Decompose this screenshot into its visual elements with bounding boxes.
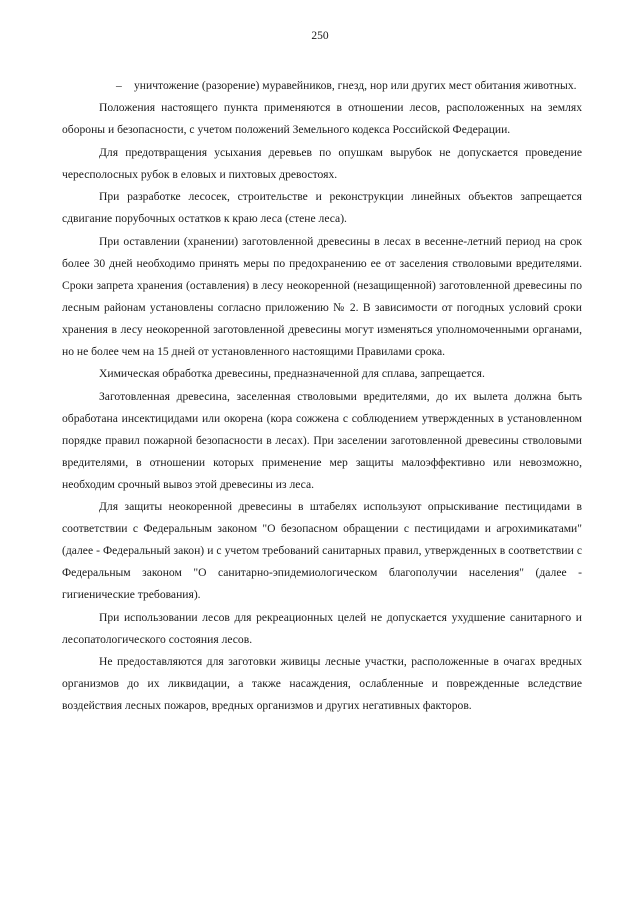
paragraph: При использовании лесов для рекреационных целей не допускается ухудшение санитарного и лесопатологического состояния лесов. [62, 610, 582, 646]
paragraph: При разработке лесосек, строительстве и реконструкции линейных объектов запрещается сдвигание порубочных остатков к краю леса (стене леса). [62, 190, 582, 225]
paragraph: Не предоставляются для заготовки живицы лесные участки, расположенные в очагах вредных организмов до их ликвидации, а также насаждения, ослабленные и поврежденные вследствие воздействия лесных пожаров, вредных организмов и других негативных факторов. [62, 655, 582, 712]
paragraph: Для предотвращения усыхания деревьев по опушкам вырубок не допускается проведение чересполосных рубок в еловых и пихтовых древостоях. [62, 145, 582, 181]
bullet-dash: – [116, 79, 122, 92]
bullet-text: уничтожение (разорение) муравейников, гнезд, нор или других мест обитания животных. [134, 79, 577, 92]
document-body [62, 75, 582, 718]
paragraph: Заготовленная древесина, заселенная стволовыми вредителями, до их вылета должна быть обработана инсектицидами или окорена (кора сожжена с соблюдением утвержденных в установленном порядке правил пожарной безопасности в лесах). При заселении заготовленной древесины стволовыми вредителями, в отношении которых применение мер защиты малоэффективно или невозможно, необходим срочный вывоз этой древесины из леса. [62, 389, 582, 491]
bullet-item [62, 75, 582, 97]
paragraph: При оставлении (хранении) заготовленной древесины в лесах в весенне-летний период на срок более 30 дней необходимо принять меры по предохранению ее от заселения стволовыми вредителями. Сроки запрета хранения (оставления) в лесу неокоренной (незащищенной) заготовленной древесины по лесным районам установлены согласно приложению № 2. В зависимости от погодных условий сроки хранения в лесу неокоренной заготовленной древесины могут изменяться уполномоченными органами, но не более чем на 15 дней от установленного настоящими Правилами срока. [62, 234, 582, 358]
paragraph: Химическая обработка древесины, предназначенной для сплава, запрещается. [99, 367, 485, 380]
paragraph: Положения настоящего пункта применяются в отношении лесов, расположенных на землях обороны и безопасности, с учетом положений Земельного кодекса Российской Федерации. [62, 101, 582, 136]
page-number: 250 [311, 30, 329, 42]
paragraph: Для защиты неокоренной древесины в штабелях используют опрыскивание пестицидами в соответствии с Федеральным законом "О безопасном обращении с пестицидами и агрохимикатами" (далее - Федеральный закон) и с учетом требований санитарных правил, утвержденных в соответствии с Федеральным законом "О санитарно-эпидемиологическом благополучии населения" (далее - гигиенические требования). [62, 500, 582, 601]
